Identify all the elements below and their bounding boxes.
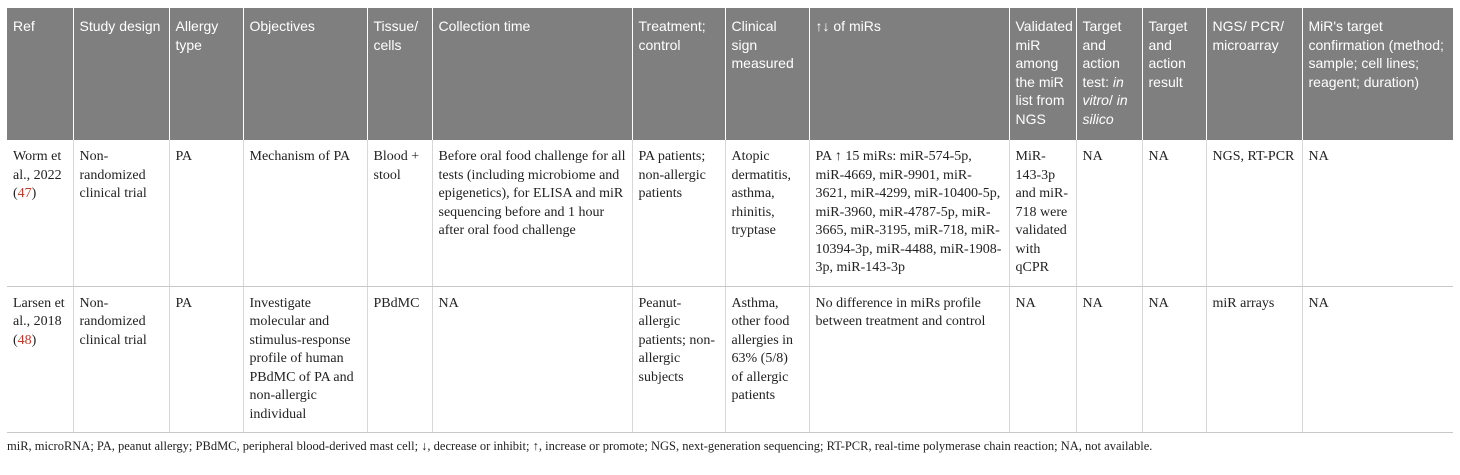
- ref-close: ): [31, 332, 37, 348]
- cell-ref: [7, 286, 73, 432]
- header-target-test-vitro: in vitro: [1082, 73, 1124, 108]
- header-target-result: Target and action result: [1142, 8, 1206, 140]
- table-footnote: miR, microRNA; PA, peanut allergy; PBdMC, peripheral blood-derived mast cell; ↓, decrease or inhibit; ↑, increase or promote; NGS, next-generation sequencing; RT-PCR, real-time polymerase chain reaction; NA, not available.: [7, 438, 1153, 453]
- cell-tissue: Blood + stool: [367, 140, 432, 286]
- cell-validated: NA: [1009, 286, 1076, 432]
- cell-mirs: No difference in miRs profile between treatment and control: [809, 286, 1009, 432]
- cell-collection-time: Before oral food challenge for all tests (including microbiome and epigenetics), for ELISA and miR sequencing before and 1 hour after oral food challenge: [432, 140, 632, 286]
- cell-objectives: Mechanism of PA: [243, 140, 367, 286]
- header-target-test-sep: /: [1108, 92, 1117, 108]
- cell-clinical-sign: Atopic dermatitis, asthma, rhinitis, tryptase: [725, 140, 809, 286]
- cell-target-test: NA: [1076, 140, 1142, 286]
- ref-text: Larsen et al., 2018 (: [13, 295, 65, 348]
- cell-treatment: PA patients; non-allergic patients: [632, 140, 725, 286]
- header-treatment: Treatment; control: [632, 8, 725, 140]
- header-validated: Validated miR among the miR list from NGS: [1009, 8, 1076, 140]
- header-objectives: Objectives: [243, 8, 367, 140]
- cell-study-design: Non-randomized clinical trial: [73, 140, 169, 286]
- header-confirmation: MiR's target confirmation (method; sample; cell lines; reagent; duration): [1302, 8, 1453, 140]
- ref-text: Worm et al., 2022 (: [13, 149, 62, 201]
- cell-treatment: Peanut-allergic patients; non-allergic subjects: [632, 286, 725, 432]
- cell-tissue: PBdMC: [367, 286, 432, 432]
- table-row: [7, 286, 1453, 432]
- header-row: [7, 8, 1453, 140]
- ref-link[interactable]: 48: [17, 332, 32, 348]
- table-row: [7, 140, 1453, 286]
- header-target-test: [1076, 8, 1142, 140]
- cell-validated: MiR-143-3p and miR-718 were validated with qCPR: [1009, 140, 1076, 286]
- header-target-test-pre: Target and action test:: [1082, 18, 1122, 90]
- header-mirs: ↑↓ of miRs: [809, 8, 1009, 140]
- cell-target-result: NA: [1142, 286, 1206, 432]
- cell-ref: [7, 140, 73, 286]
- ref-close: ): [31, 186, 37, 201]
- header-allergy-type: Allergy type: [169, 8, 243, 140]
- header-study-design: Study design: [73, 8, 169, 140]
- cell-mirs: PA ↑ 15 miRs: miR-574-5p, miR-4669, miR-9901, miR-3621, miR-4299, miR-10400-5p, miR-3960, miR-4787-5p, miR-3665, miR-3195, miR-718, miR-10394-3p, miR-4488, miR-1908-3p, miR-143-3p: [809, 140, 1009, 286]
- ref-link[interactable]: 47: [17, 186, 32, 201]
- cell-collection-time: NA: [432, 286, 632, 432]
- cell-allergy-type: PA: [169, 140, 243, 286]
- header-target-test-silico: in silico: [1082, 92, 1128, 127]
- cell-study-design: Non-randomized clinical trial: [73, 286, 169, 432]
- header-tissue: Tissue/ cells: [367, 8, 432, 140]
- header-clinical-sign: Clinical sign measured: [725, 8, 809, 140]
- table-container: [7, 8, 1453, 454]
- cell-clinical-sign: Asthma, other food allergies in 63% (5/8) of allergic patients: [725, 286, 809, 432]
- cell-ngs: NGS, RT-PCR: [1206, 140, 1302, 286]
- cell-objectives: Investigate molecular and stimulus-response profile of human PBdMC of PA and non-allergic individual: [243, 286, 367, 432]
- cell-target-test: NA: [1076, 286, 1142, 432]
- header-collection-time: Collection time: [432, 8, 632, 140]
- cell-ngs: miR arrays: [1206, 286, 1302, 432]
- cell-target-result: NA: [1142, 140, 1206, 286]
- header-ngs: NGS/ PCR/ microarray: [1206, 8, 1302, 140]
- cell-confirmation: NA: [1302, 140, 1453, 286]
- mirna-studies-table: [7, 8, 1453, 433]
- cell-allergy-type: PA: [169, 286, 243, 432]
- header-ref: Ref: [7, 8, 73, 140]
- cell-confirmation: NA: [1302, 286, 1453, 432]
